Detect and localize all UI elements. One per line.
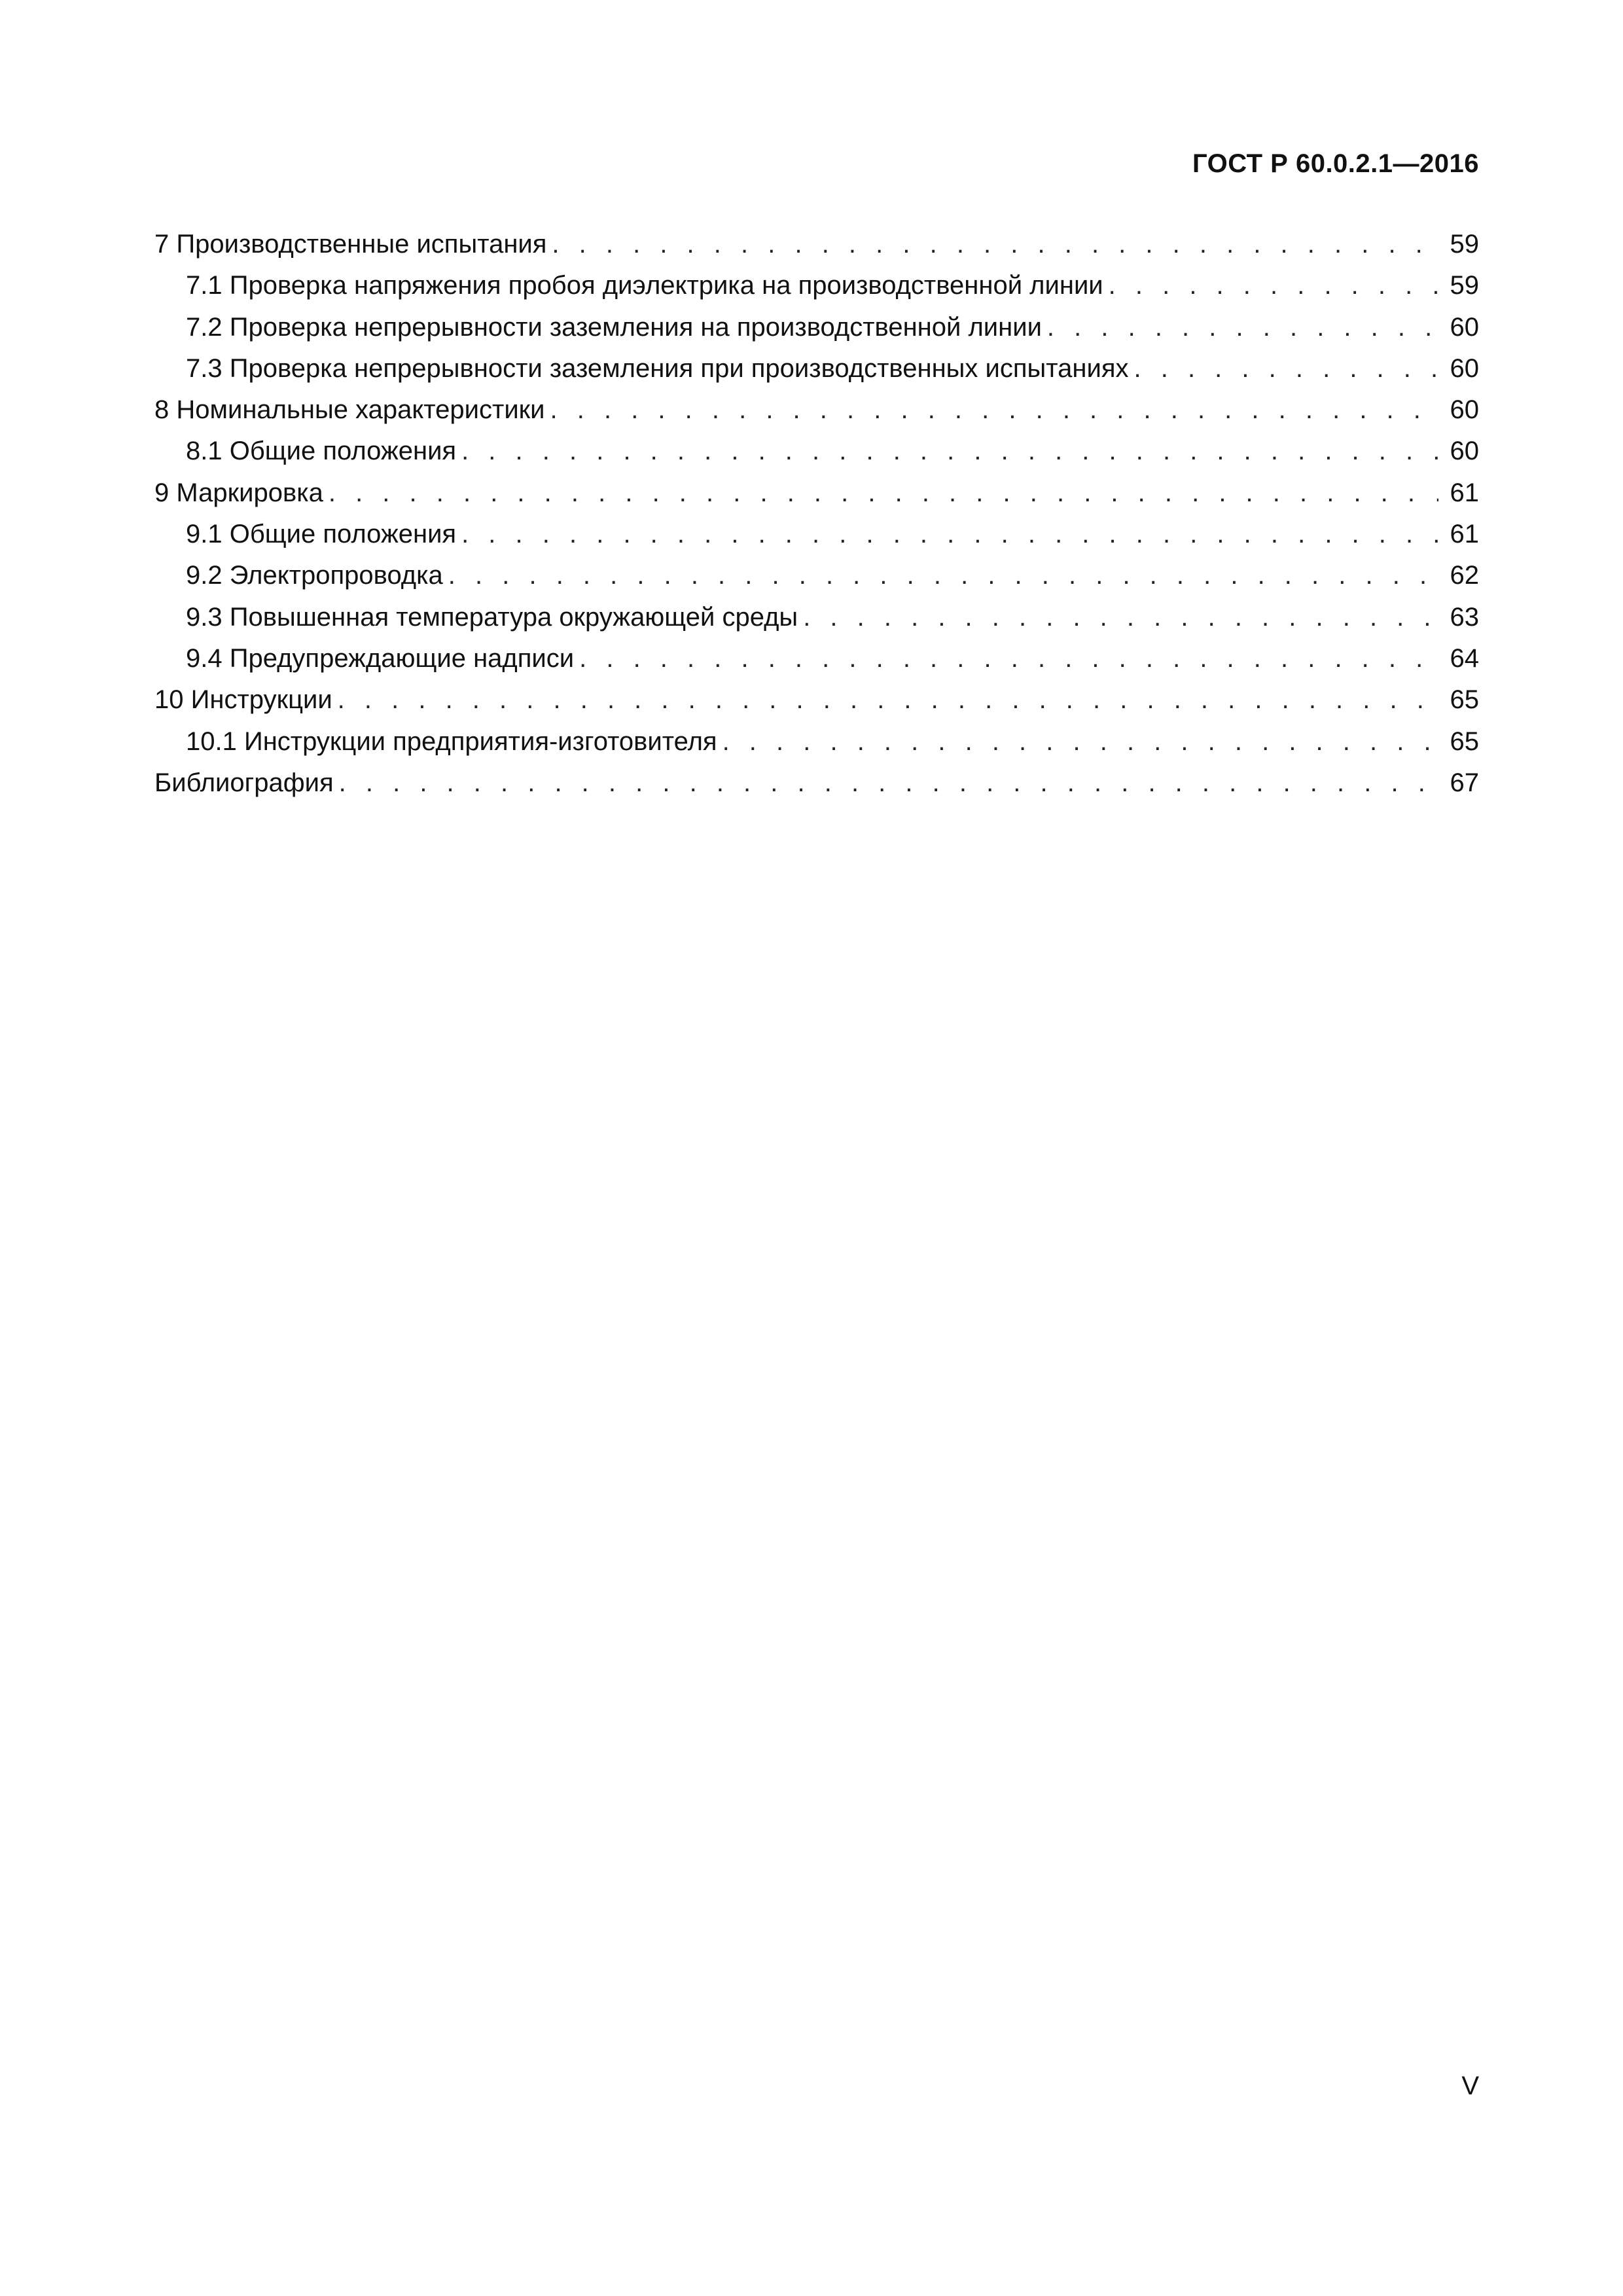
toc-entry-page: 59 [1450, 230, 1479, 259]
toc-entry-page: 61 [1450, 520, 1479, 549]
toc-entry-title: 9.2 Электропроводка [186, 561, 443, 590]
toc-dot-leader [579, 638, 1438, 679]
toc-dot-leader [722, 721, 1438, 762]
toc-entry[interactable] [154, 307, 1479, 348]
table-of-contents [154, 224, 1479, 804]
toc-entry-page: 60 [1450, 395, 1479, 425]
toc-entry-page: 60 [1450, 312, 1479, 342]
toc-entry-title: 9 Маркировка [154, 478, 323, 507]
toc-entry-title: 9.4 Предупреждающие надписи [186, 643, 575, 673]
toc-dot-leader [338, 679, 1438, 721]
toc-entry-title: 9.3 Повышенная температура окружающей среды [186, 602, 798, 632]
toc-entry[interactable] [154, 555, 1479, 596]
toc-entry-page: 65 [1450, 726, 1479, 756]
toc-dot-leader [329, 473, 1438, 514]
toc-entry-page: 64 [1450, 643, 1479, 673]
toc-entry[interactable] [154, 762, 1479, 804]
page-number: V [1461, 2072, 1479, 2100]
toc-entry[interactable] [154, 638, 1479, 679]
toc-entry-page: 60 [1450, 353, 1479, 383]
toc-dot-leader [803, 597, 1438, 638]
toc-dot-leader [1047, 307, 1438, 348]
toc-entry-title: 10 Инструкции [154, 685, 332, 715]
toc-entry-page: 65 [1450, 685, 1479, 715]
toc-entry-page: 60 [1450, 437, 1479, 466]
toc-entry[interactable] [154, 348, 1479, 389]
toc-entry-title: 7 Производственные испытания [154, 230, 547, 259]
toc-entry-page: 67 [1450, 768, 1479, 797]
toc-dot-leader [461, 514, 1438, 555]
toc-entry[interactable] [154, 224, 1479, 265]
toc-entry-page: 63 [1450, 602, 1479, 632]
toc-entry[interactable] [154, 597, 1479, 638]
toc-entry-title: 7.1 Проверка напряжения пробоя диэлектрика на производственной линии [186, 271, 1103, 300]
toc-entry[interactable] [154, 514, 1479, 555]
toc-dot-leader [461, 431, 1438, 472]
toc-entry-title: 7.2 Проверка непрерывности заземления на производственной линии [186, 312, 1042, 342]
toc-entry-title: 9.1 Общие положения [186, 520, 457, 549]
document-designation: ГОСТ Р 60.0.2.1—2016 [1192, 149, 1479, 178]
toc-entry[interactable] [154, 389, 1479, 431]
toc-dot-leader [339, 762, 1438, 804]
toc-entry-page: 61 [1450, 478, 1479, 507]
toc-dot-leader [1134, 348, 1439, 389]
toc-entry-page: 62 [1450, 561, 1479, 590]
toc-entry-title: Библиография [154, 768, 334, 797]
toc-dot-leader [552, 224, 1438, 265]
toc-dot-leader [1109, 265, 1438, 306]
toc-entry[interactable] [154, 473, 1479, 514]
toc-entry[interactable] [154, 679, 1479, 721]
toc-entry[interactable] [154, 721, 1479, 762]
toc-entry-title: 7.3 Проверка непрерывности заземления при производственных испытаниях [186, 353, 1129, 383]
toc-entry[interactable] [154, 265, 1479, 306]
toc-entry-title: 10.1 Инструкции предприятия-изготовителя [186, 726, 717, 756]
toc-dot-leader [448, 555, 1438, 596]
toc-entry[interactable] [154, 431, 1479, 472]
toc-dot-leader [550, 389, 1438, 431]
toc-entry-title: 8 Номинальные характеристики [154, 395, 545, 425]
toc-entry-page: 59 [1450, 271, 1479, 300]
toc-entry-title: 8.1 Общие положения [186, 437, 457, 466]
